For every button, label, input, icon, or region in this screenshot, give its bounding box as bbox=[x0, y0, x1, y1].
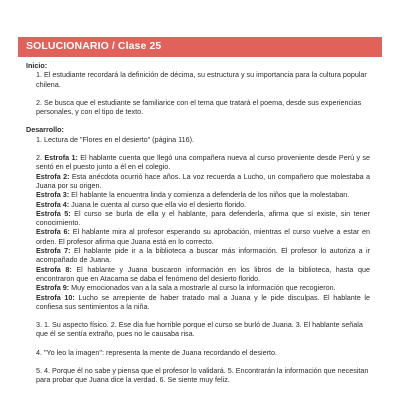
estrofa-label: Estrofa 3: bbox=[36, 190, 70, 200]
estrofa-label: Estrofa 6: bbox=[36, 227, 70, 237]
inicio-item: 1. El estudiante recordará la definición de décima, su estructura y su importancia para la cultura popular chilena. bbox=[36, 70, 367, 89]
page-title: SOLUCIONARIO / Clase 25 bbox=[26, 40, 162, 52]
section-heading-desarrollo: Desarrollo: bbox=[26, 125, 64, 135]
estrofa-text: Esta anécdota ocurrió hace años. La voz recuerda a Lucho, un compañero que molestaba a Juana por su origen. bbox=[36, 171, 370, 190]
estrofa-item bbox=[36, 293, 370, 312]
desarrollo-item: 1. Lectura de "Flores en el desierto" (página 116). bbox=[36, 134, 194, 144]
estrofa-label: Estrofa 4: bbox=[36, 199, 70, 209]
answer-item: 5. 4. Porque él no sabe y piensa que el profesor lo validará. 5. Encontrarán la información que necesitan para probar que Juana dice la verdad. 6. Se siente muy feliz. bbox=[36, 366, 369, 385]
estrofa-text: El hablante mira al profesor esperando su aprobación, mientras el curso vuelve a estar en orden. El profesor afirma que Juana está en lo correcto. bbox=[36, 227, 370, 246]
estrofa-text: El hablante la encuentra linda y comienza a defenderla de los niños que la molestaban. bbox=[69, 190, 350, 200]
estrofa-item bbox=[36, 200, 370, 209]
estrofa-label: Estrofa 5: bbox=[36, 208, 71, 218]
estrofa-item bbox=[36, 283, 370, 292]
solution-content bbox=[26, 61, 370, 385]
section-heading-inicio: Inicio: bbox=[26, 61, 48, 70]
estrofa-item bbox=[36, 227, 370, 246]
header-bar bbox=[18, 37, 382, 57]
answer-item: 3. 1. Su aspecto físico. 2. Ese día fue horrible porque el curso se burló de Juana. 3. El hablante señala que él se sentía extraño, pues no le causaba risa. bbox=[36, 320, 363, 339]
estrofa-text: El hablante pide ir a la biblioteca a buscar más información. El profesor lo autoriza a ir acompañado de Juana. bbox=[36, 246, 370, 265]
answer-item: 4. "Yo leo la imagen": representa la mente de Juana recordando el desierto. bbox=[36, 347, 277, 357]
estrofa-text: El hablante cuenta que llegó una compañera nueva al curso proveniente desde Perú y se sentó en el puesto junto a él en el colegio. bbox=[36, 153, 370, 172]
estrofa-label: Estrofa 8: bbox=[36, 264, 72, 274]
estrofa-item bbox=[36, 190, 370, 199]
estrofa-label: Estrofa 2: bbox=[36, 171, 70, 181]
estrofa-text: El curso se burla de ella y el hablante, para defenderla, afirma que sí existe, sin tener conocimiento. bbox=[36, 208, 370, 228]
estrofa-label: Estrofa 10: bbox=[36, 292, 75, 302]
estrofa-text: Muy emocionados van a la sala a mostrarle al curso la información que recogieron. bbox=[69, 283, 336, 293]
estrofa-label: Estrofa 1: bbox=[44, 153, 78, 163]
estrofa-item bbox=[36, 265, 370, 284]
estrofa-text: Juana le cuenta al curso que ella vio el desierto florido. bbox=[69, 199, 247, 209]
estrofa-label: Estrofa 7: bbox=[36, 246, 71, 256]
estrofa-item bbox=[36, 153, 370, 172]
estrofas-list bbox=[26, 153, 370, 311]
estrofa-item bbox=[36, 172, 370, 191]
estrofa-item bbox=[36, 209, 370, 228]
estrofa-text: Lucho se arrepiente de haber tratado mal a Juana y le pide disculpas. El hablante le confiesa sus sentimientos a la niña. bbox=[36, 292, 370, 311]
estrofa-label: Estrofa 9: bbox=[36, 283, 70, 293]
estrofa-text: El hablante y Juana buscaron información en los libros de la biblioteca, hasta que encontraron que en Atacama se daba el fenómeno del desierto florido. bbox=[36, 264, 370, 283]
estrofa-prefix: 2. bbox=[36, 153, 45, 163]
estrofa-item bbox=[36, 246, 370, 265]
inicio-item: 2. Se busca que el estudiante se familiarice con el tema que tratará el poema, desde sus experiencias personales, y con el tipo de texto. bbox=[36, 97, 362, 117]
